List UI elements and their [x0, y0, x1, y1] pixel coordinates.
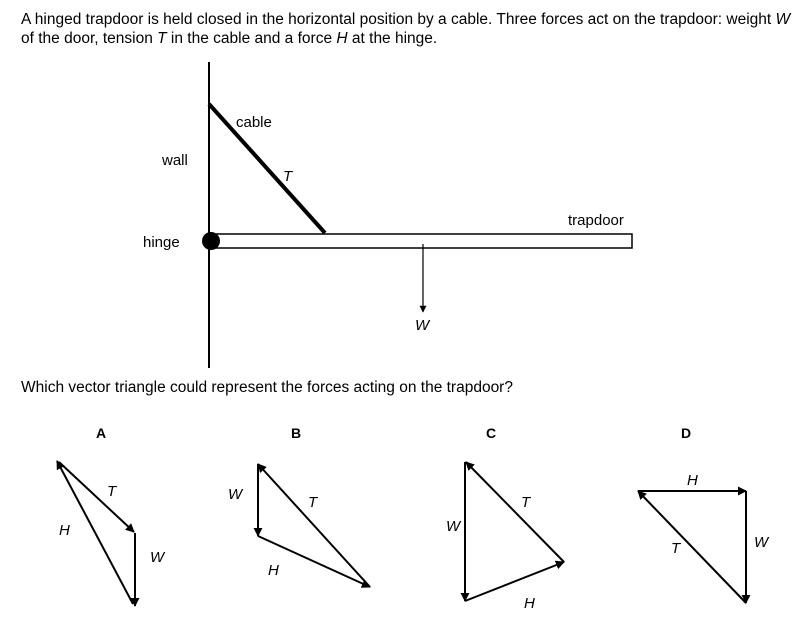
trapdoor-label: trapdoor: [568, 212, 624, 229]
option-b[interactable]: [228, 425, 370, 587]
option-d-w-label: W: [754, 534, 769, 551]
option-c-w-label: W: [446, 518, 461, 535]
option-a-letter: A: [96, 425, 107, 441]
option-d-h-label: H: [687, 472, 698, 489]
option-a-w-label: W: [150, 549, 165, 566]
wall-label: wall: [162, 152, 188, 169]
option-c-h-label: H: [524, 595, 535, 612]
option-c-t-vector: [466, 462, 564, 562]
trapdoor-board: [212, 234, 632, 248]
hinge-pivot: [202, 232, 220, 250]
cable-label: cable: [236, 114, 272, 131]
option-b-h-label: H: [268, 562, 279, 579]
option-b-letter: B: [291, 425, 302, 441]
option-a-t-label: T: [107, 483, 117, 500]
weight-label: W: [415, 317, 430, 334]
option-a-t-vector: [59, 462, 134, 532]
option-c-h-vector: [465, 562, 564, 601]
option-c[interactable]: [446, 425, 564, 612]
question-prompt: Which vector triangle could represent the forces acting on the trapdoor?: [21, 379, 513, 396]
tension-label: T: [283, 168, 293, 185]
option-d-t-vector: [638, 491, 746, 603]
option-b-w-label: W: [228, 486, 243, 503]
option-c-letter: C: [486, 425, 497, 441]
option-b-t-label: T: [308, 494, 318, 511]
option-d[interactable]: [638, 425, 770, 603]
option-d-t-label: T: [671, 540, 681, 557]
option-c-t-label: T: [521, 494, 531, 511]
trapdoor-diagram: [143, 62, 632, 368]
question-intro: A hinged trapdoor is held closed in the horizontal position by a cable. Three forces act on the trapdoor: weight W of the door, tension T in the cable and a force H at the hinge.: [21, 11, 791, 47]
option-d-letter: D: [681, 425, 692, 441]
option-a[interactable]: [57, 425, 166, 606]
option-a-h-label: H: [59, 522, 70, 539]
hinge-label: hinge: [143, 234, 180, 251]
